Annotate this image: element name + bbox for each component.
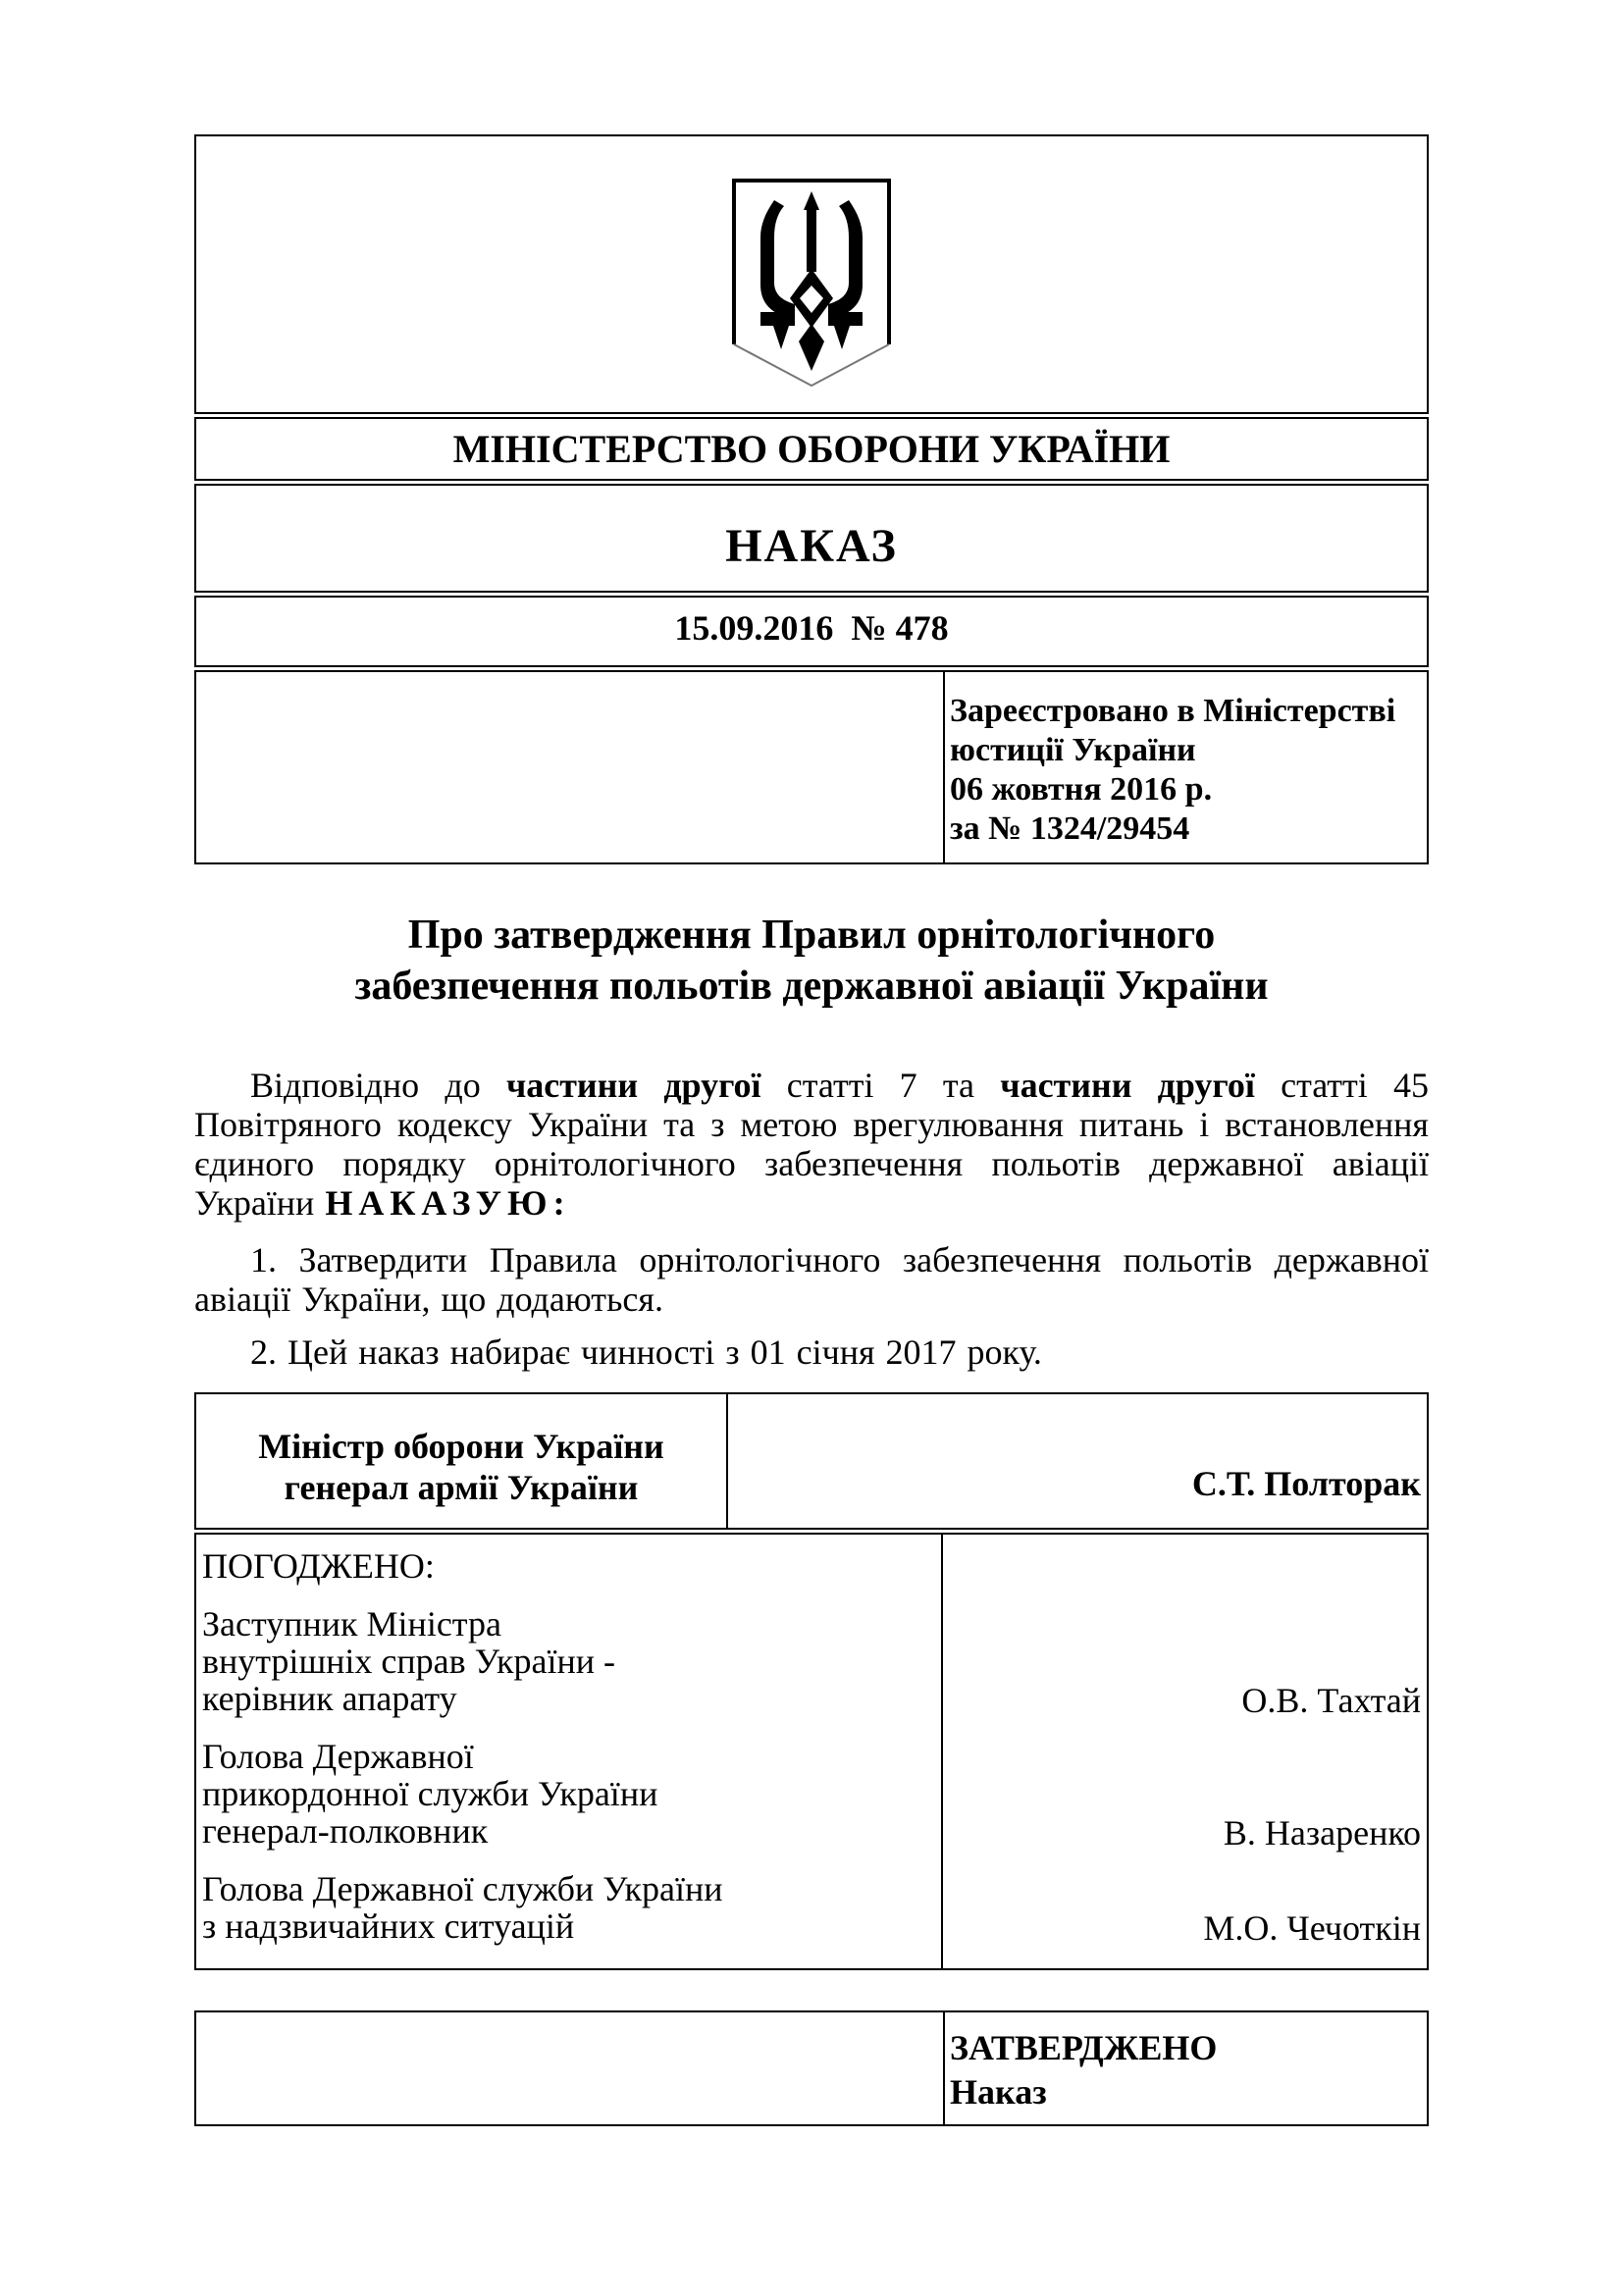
order-item-1: 1. Затвердити Правила орнітологічного забезпечення польотів державної авіації України, що додаються. — [194, 1240, 1429, 1319]
order-verb: НАКАЗУЮ: — [325, 1183, 571, 1223]
signer-position-line: Голова Державної служби України — [202, 1869, 723, 1908]
order-heading-row — [194, 484, 1429, 593]
signer-position — [202, 1605, 931, 1717]
order-date-number: 15.09.2016 № 478 — [674, 608, 949, 648]
signer-position-line: керівник апарату — [202, 1679, 457, 1718]
order-title-line: забезпечення польотів державної авіації України — [354, 964, 1269, 1009]
signer-name: М.О. Чечоткін — [1203, 1908, 1421, 1948]
emblem-row — [194, 134, 1429, 414]
ukraine-trident-emblem-icon — [730, 177, 893, 391]
minister-name: С.Т. Полторак — [1191, 1464, 1421, 1503]
signer-position — [202, 1738, 931, 1850]
approved-order-line: Наказ — [950, 2072, 1047, 2112]
order-title-line: Про затвердження Правил орнітологічного — [407, 913, 1216, 958]
order-heading: НАКАЗ — [725, 520, 898, 572]
registration-stamp — [943, 672, 1427, 862]
signer-position-line: Голова Державної — [202, 1737, 474, 1776]
signer-position-line: прикордонної служби України — [202, 1774, 658, 1813]
intro-text: статті 7 та — [760, 1066, 1001, 1105]
minister-position-cell — [196, 1394, 728, 1528]
approved-stamp-cell — [945, 2012, 1427, 2124]
minister-position-line: генерал армії України — [284, 1468, 639, 1507]
signer-position — [202, 1870, 931, 1945]
intro-bold-text: частини другої — [1000, 1066, 1255, 1105]
order-date-row — [194, 596, 1429, 667]
agreed-names-cell — [943, 1535, 1427, 1968]
intro-text: статті 45 Повітряного кодексу України та з метою врегулювання питань і встановлення єдиного порядку орнітологічного забезпечення польотів державної авіації України — [194, 1066, 1429, 1223]
intro-bold-text: частини другої — [505, 1066, 761, 1105]
registration-row — [194, 670, 1429, 864]
approved-empty-cell — [196, 2012, 945, 2124]
order-title — [194, 910, 1429, 1012]
signer-position-line: Заступник Міністра — [202, 1604, 501, 1644]
registration-empty-cell — [196, 672, 943, 862]
minister-signature-block — [194, 1392, 1429, 1530]
order-item-2: 2. Цей наказ набирає чинності з 01 січня 2017 року. — [250, 1332, 1042, 1372]
signer-position-line: з надзвичайних ситуацій — [202, 1906, 575, 1946]
registration-line: 06 жовтня 2016 р. — [950, 771, 1213, 808]
minister-position-line: Міністр оборони України — [258, 1427, 664, 1466]
intro-paragraph — [194, 1066, 1429, 1223]
order-document — [194, 134, 1429, 2126]
agreed-label: ПОГОДЖЕНО: — [202, 1546, 435, 1586]
registration-line: Зареєстровано в Міністерстві — [950, 693, 1396, 729]
approved-block — [194, 2010, 1429, 2126]
registration-line: юстиції України — [950, 732, 1196, 768]
registration-line: за № 1324/29454 — [950, 810, 1190, 847]
ministry-name: МІНІСТЕРСТВО ОБОРОНИ УКРАЇНИ — [452, 427, 1171, 471]
intro-text: Відповідно до — [250, 1066, 506, 1105]
ministry-name-row — [194, 417, 1429, 481]
signer-position-line: генерал-полковник — [202, 1811, 489, 1851]
agreed-positions-cell — [196, 1535, 943, 1968]
signer-position-line: внутрішніх справ України - — [202, 1642, 615, 1681]
approved-label: ЗАТВЕРДЖЕНО — [950, 2028, 1218, 2067]
agreed-block — [194, 1533, 1429, 1970]
signer-name: О.В. Тахтай — [1241, 1681, 1421, 1720]
signer-name: В. Назаренко — [1223, 1813, 1421, 1852]
minister-name-cell — [728, 1394, 1427, 1528]
